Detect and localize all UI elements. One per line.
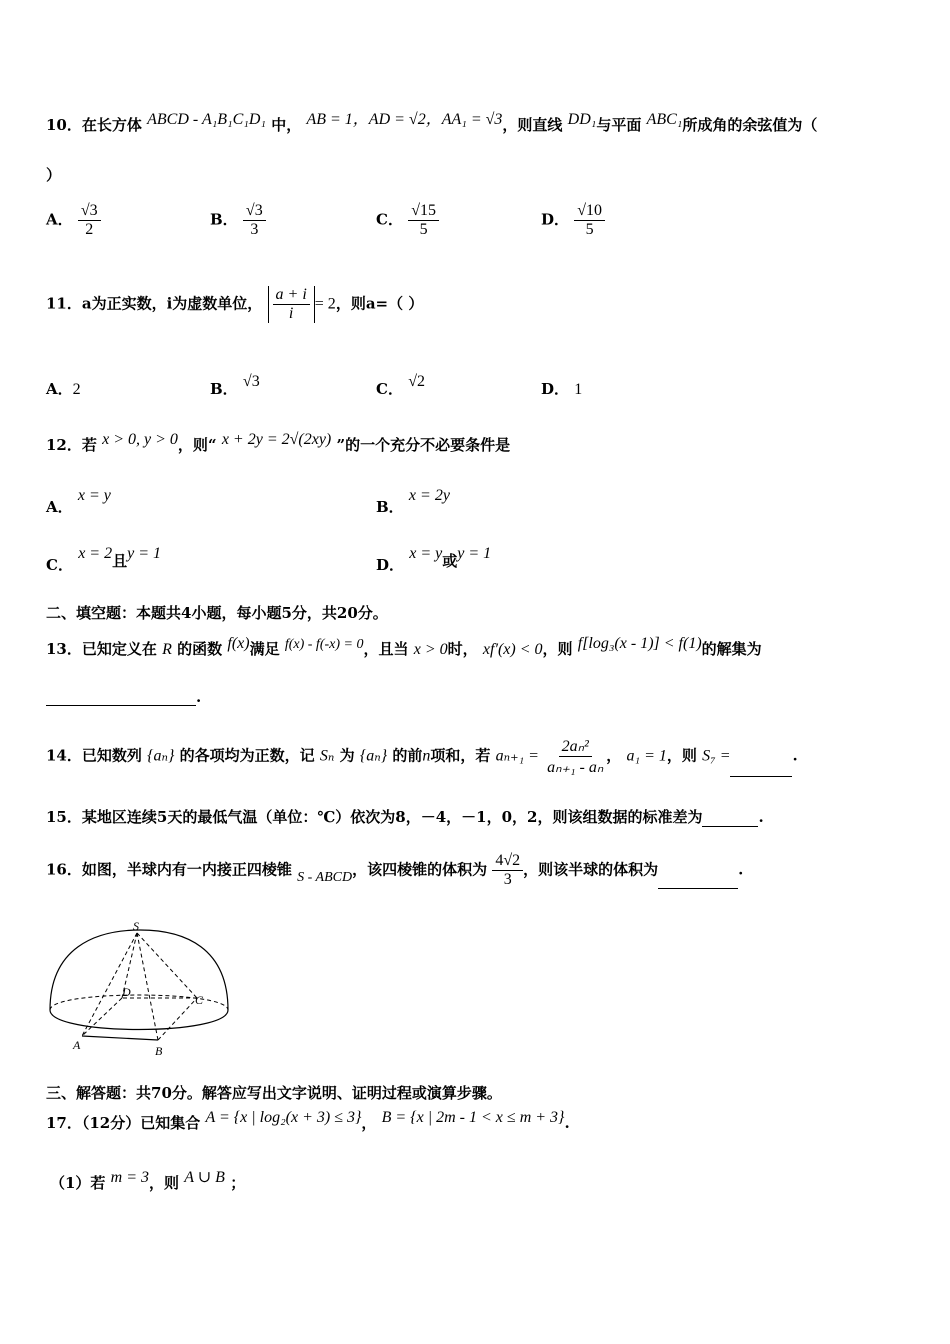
option-label: C．	[376, 210, 403, 229]
answer-blank[interactable]	[702, 826, 758, 827]
option-conj: 且	[112, 552, 128, 570]
q12-expression: x + 2y = 2√(2xy)	[221, 431, 332, 448]
q10-text: 中，	[271, 116, 302, 134]
q17-part1-label: （1）若	[50, 1174, 106, 1192]
q13-fx: f(x)	[227, 635, 250, 652]
option-value: √2	[408, 373, 425, 390]
frac-num: √3	[243, 202, 266, 221]
frac-num: √10	[574, 202, 605, 221]
q11-option-b[interactable]	[210, 370, 260, 398]
q10-box-expr: ABCD - A₁B₁C₁D₁	[147, 111, 266, 128]
q15-end: .	[758, 808, 764, 826]
q10-text: 所成角的余弦值为（	[682, 116, 818, 134]
q14-sequence: {aₙ}	[359, 747, 388, 765]
q11-text: a为正实数，i为虚数单位，	[81, 294, 263, 313]
option-label: B．	[376, 498, 404, 516]
q15-text: 某地区连续5天的最低气温（单位：℃）依次为8，－4，－1，0，2，则该组数据的标准差为	[81, 808, 703, 826]
q10-text: 在长方体	[81, 116, 142, 134]
q17-union: A ∪ B	[184, 1169, 225, 1186]
q13-stem	[46, 635, 762, 659]
q17-set-B: B = {x | 2m - 1 < x ≤ m + 3}	[381, 1109, 565, 1126]
option-expr: x = 2	[78, 545, 113, 562]
option-expr: x = y	[409, 545, 443, 562]
q14-a1: a₁ = 1	[626, 747, 667, 765]
q10-line-expr: DD₁	[567, 111, 597, 128]
q12-quote: “	[207, 436, 217, 454]
q11-abs	[268, 286, 315, 323]
q11-text: ，则a=（ ）	[335, 294, 424, 313]
q17-end: .	[564, 1114, 570, 1132]
option-label: A．	[46, 380, 73, 398]
q12-number: 12．	[46, 436, 82, 454]
q12-quote: ”	[336, 436, 346, 454]
q13-inequality: f[log₃(x - 1)] < f(1)	[577, 635, 702, 652]
frac-den: 3	[503, 871, 512, 888]
q13-text: 满足	[249, 640, 280, 658]
q17-set-A: A = {x | log₂(x + 3) ≤ 3}	[205, 1109, 362, 1126]
section-solve-title: 三、解答题：共70分。解答应写出文字说明、证明过程或演算步骤。	[46, 1084, 502, 1102]
option-label: D．	[541, 380, 570, 398]
frac-den: 2	[85, 221, 94, 238]
label-S: S	[133, 919, 139, 933]
q13-text: 时，	[447, 640, 478, 658]
edge-SC	[137, 933, 197, 998]
q17-m-value: m = 3	[110, 1169, 150, 1186]
frac-num: 2aₙ²	[559, 736, 592, 757]
frac-num: √15	[408, 202, 439, 221]
option-conj: 或	[442, 552, 458, 570]
option-fraction	[243, 202, 266, 239]
answer-blank[interactable]	[658, 888, 738, 889]
label-B: B	[155, 1044, 163, 1058]
q10-plane-expr: ABC₁	[646, 111, 683, 128]
q14-number: 14．	[46, 746, 82, 765]
q14-sequence: {aₙ}	[147, 747, 175, 765]
q12-option-b[interactable]	[376, 484, 450, 516]
label-D: D	[122, 985, 131, 999]
q13-end: .	[196, 688, 202, 706]
option-label: C．	[46, 556, 73, 574]
frac-den: 5	[585, 221, 594, 238]
base-ellipse-front	[50, 1010, 228, 1030]
q14-text: ，	[606, 746, 622, 765]
q10-close-paren: ）	[46, 166, 62, 184]
q14-end: .	[792, 746, 798, 765]
edge-AB	[82, 1036, 158, 1040]
q15-stem	[46, 806, 764, 827]
q14-text: 的前	[392, 746, 423, 765]
label-C: C	[195, 993, 204, 1007]
frac-num: a + i	[273, 286, 310, 305]
q16-fraction	[492, 852, 523, 889]
frac-num: 4√2	[492, 852, 523, 871]
edge-BC	[158, 998, 197, 1040]
q12-condition: x > 0, y > 0	[102, 431, 178, 448]
option-expr: y = 1	[457, 545, 492, 562]
frac-den: 5	[419, 221, 428, 238]
answer-blank[interactable]	[730, 776, 792, 777]
q10-conditions: AB = 1，AD = √2，AA₁ = √3	[306, 111, 503, 128]
q14-text: 的各项均为正数，记	[179, 746, 315, 765]
q14-S7: S₇ =	[702, 747, 731, 765]
q17-comma: ，	[361, 1114, 377, 1132]
q17-part1-end: ；	[230, 1174, 246, 1192]
q15-number: 15．	[46, 808, 82, 826]
frac-den: 3	[250, 221, 259, 238]
section-fill-in-title: 二、填空题：本题共4小题，每小题5分，共20分。	[46, 604, 388, 622]
option-fraction	[408, 202, 439, 239]
edge-DA	[82, 998, 122, 1036]
q10-text: ，则直线	[502, 116, 563, 134]
edge-SB	[137, 933, 158, 1040]
q14-text: 项和，若	[430, 746, 491, 765]
option-fraction	[78, 202, 101, 239]
option-label: D．	[541, 210, 570, 229]
q12-option-c[interactable]	[46, 542, 162, 574]
q14-n: n	[422, 747, 431, 765]
q10-stem	[46, 112, 817, 135]
q11-fraction	[273, 286, 310, 323]
q10-option-b[interactable]	[210, 202, 266, 239]
q17-part1	[50, 1169, 246, 1193]
q10-option-a[interactable]	[46, 202, 101, 239]
q13-text: 的函数	[177, 640, 223, 658]
q13-text: 已知定义在	[81, 640, 157, 658]
q13-text: 的解集为	[701, 640, 762, 658]
q17-stem	[46, 1109, 570, 1133]
q14-text: ，则	[666, 746, 697, 765]
option-value: 1	[574, 381, 583, 398]
q10-option-d[interactable]	[541, 202, 605, 239]
q12-text: ，则	[177, 436, 208, 454]
q16-stem	[46, 852, 743, 889]
answer-blank[interactable]	[46, 705, 196, 706]
q12-text: 的一个充分不必要条件是	[345, 436, 511, 454]
q17-number: 17．	[46, 1114, 82, 1132]
q14-fraction	[544, 736, 606, 777]
label-A: A	[73, 1038, 81, 1052]
q16-pyramid: S - ABCD	[297, 869, 353, 885]
q10-option-c[interactable]	[376, 202, 439, 239]
option-label: B．	[210, 210, 238, 229]
option-fraction	[574, 202, 605, 239]
q11-eq: = 2	[314, 295, 336, 313]
option-value: 2	[72, 381, 81, 398]
option-label: B．	[210, 380, 238, 398]
q16-hemisphere-figure	[40, 918, 240, 1063]
q11-option-d[interactable]	[541, 378, 582, 399]
option-expr: y = 1	[127, 545, 162, 562]
q14-stem	[46, 736, 798, 777]
frac-den: aₙ₊₁ - aₙ	[547, 759, 604, 776]
q14-recurrence-lhs: aₙ₊₁ =	[495, 747, 539, 765]
q13-derivative: xf′(x) < 0	[482, 641, 543, 658]
q16-end: .	[738, 860, 744, 879]
q16-number: 16．	[46, 860, 82, 879]
q12-stem	[46, 431, 511, 455]
option-value: √3	[242, 373, 260, 390]
q16-text: 如图，半球内有一内接正四棱锥	[81, 860, 292, 879]
q14-Sn: Sₙ	[319, 747, 335, 765]
q13-answer-line[interactable]	[46, 688, 201, 706]
q11-option-c[interactable]	[376, 370, 425, 398]
q13-R: R	[162, 641, 172, 658]
q11-stem	[46, 286, 423, 323]
option-expr: x = 2y	[408, 487, 450, 504]
option-label: A．	[46, 498, 73, 516]
option-label: D．	[376, 556, 405, 574]
q12-option-a[interactable]	[46, 484, 111, 516]
q13-text: ，且当	[363, 640, 409, 658]
q16-text: ，则该半球的体积为	[523, 860, 659, 879]
option-expr: x = y	[77, 487, 111, 504]
q10-text: 与平面	[596, 116, 642, 134]
q14-text: 已知数列	[81, 746, 142, 765]
q12-text: 若	[81, 436, 97, 454]
q17-text: ，则	[149, 1174, 180, 1192]
q13-xpos: x > 0	[413, 641, 448, 658]
option-label: C．	[376, 380, 403, 398]
frac-den: i	[288, 305, 294, 322]
q16-text: ，该四棱锥的体积为	[352, 860, 488, 879]
q11-option-a[interactable]	[46, 378, 81, 399]
q11-number: 11．	[46, 294, 82, 313]
q14-text: 为	[339, 746, 355, 765]
q17-text: （12分）已知集合	[81, 1114, 201, 1132]
q13-number: 13．	[46, 640, 82, 658]
q13-condition: f(x) - f(-x) = 0	[284, 637, 364, 652]
frac-num: √3	[78, 202, 101, 221]
q13-text: ，则	[542, 640, 573, 658]
q10-number: 10．	[46, 116, 82, 134]
q12-option-d[interactable]	[376, 542, 492, 574]
option-label: A．	[46, 210, 73, 229]
